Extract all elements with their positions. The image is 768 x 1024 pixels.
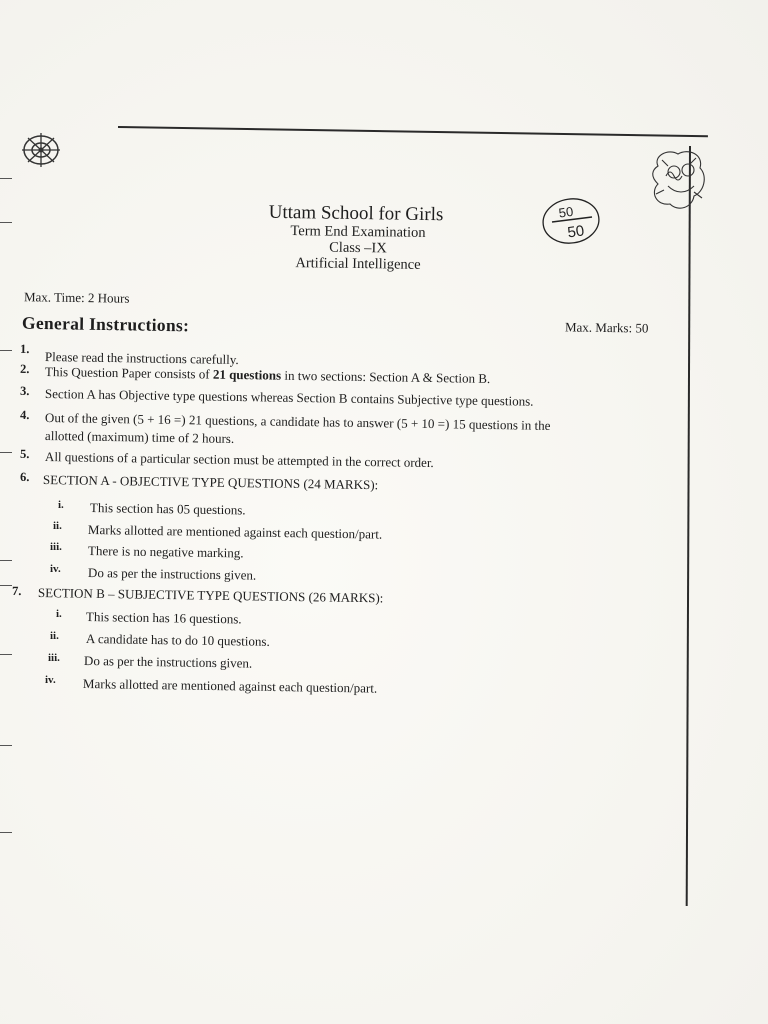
margin-tick: [0, 654, 12, 655]
section-b-item: A candidate has to do 10 questions.: [85, 631, 270, 649]
margin-tick: [0, 452, 12, 453]
sub-item-number: i.: [56, 608, 62, 620]
right-border-line: [686, 146, 691, 906]
margin-tick: [0, 745, 12, 746]
instruction-number: 1.: [19, 341, 30, 357]
instructions-title: General Instructions:: [21, 312, 190, 336]
section-a-item: Do as per the instructions given.: [87, 565, 257, 583]
subject-name: Artificial Intelligence: [295, 255, 421, 273]
exam-name: Term End Examination: [290, 223, 426, 241]
instruction-item: Section A has Objective type questions whereas Section B contains Subjective type questions.: [44, 386, 534, 409]
marks-awarded-circle: [540, 196, 602, 246]
instruction-item: Out of the given (5 + 16 =) 21 questions, a candidate has to answer (5 + 10 =) 15 questions in the: [44, 410, 551, 433]
grade-numerator: 50: [557, 203, 575, 221]
section-b-item: This section has 16 questions.: [85, 609, 242, 627]
instruction-number: 4.: [19, 407, 30, 423]
section-a-item: There is no negative marking.: [87, 543, 244, 561]
section-b-heading: SECTION B – SUBJECTIVE TYPE QUESTIONS (26 MARKS):: [37, 585, 384, 606]
instruction-item: Please read the instructions carefully.: [44, 349, 239, 368]
instruction-item-continued: allotted (maximum) time of 2 hours.: [44, 428, 235, 446]
section-b-item: Do as per the instructions given.: [83, 653, 253, 671]
section-a-item: Marks allotted are mentioned against each question/part.: [87, 522, 383, 542]
sub-item-number: iii.: [48, 652, 60, 664]
handwritten-doodle-icon: [648, 146, 712, 216]
school-logo-icon: [18, 130, 64, 170]
sub-item-number: i.: [58, 499, 64, 511]
margin-tick: [0, 178, 12, 179]
max-time: Max. Time: 2 Hours: [23, 289, 130, 306]
instruction-number: 5.: [19, 446, 30, 462]
section-a-item: This section has 05 questions.: [89, 500, 246, 518]
instruction-item: All questions of a particular section must be attempted in the correct order.: [44, 449, 434, 471]
sub-item-number: ii.: [50, 630, 59, 642]
margin-tick: [0, 560, 12, 561]
margin-tick: [0, 350, 12, 351]
section-a-heading: SECTION A - OBJECTIVE TYPE QUESTIONS (24 MARKS):: [42, 472, 379, 493]
top-border-line: [118, 126, 708, 137]
grade-denominator: 50: [566, 222, 586, 242]
instruction-number: 7.: [11, 583, 22, 599]
class-name: Class –IX: [329, 239, 387, 257]
instruction-number: 6.: [19, 469, 30, 485]
max-marks: Max. Marks: 50: [564, 319, 649, 336]
instruction-number: 3.: [19, 383, 30, 399]
sub-item-number: iii.: [50, 541, 62, 553]
sub-item-number: ii.: [53, 520, 62, 532]
margin-tick: [0, 222, 12, 223]
school-name: Uttam School for Girls: [268, 201, 444, 226]
sub-item-number: iv.: [45, 674, 56, 686]
instruction-number: 2.: [19, 361, 30, 377]
margin-tick: [0, 832, 12, 833]
sub-item-number: iv.: [50, 563, 61, 575]
section-b-item: Marks allotted are mentioned against each question/part.: [82, 676, 378, 696]
instruction-item: This Question Paper consists of 21 questions in two sections: Section A & Section B.: [44, 364, 491, 386]
margin-tick: [0, 585, 12, 586]
